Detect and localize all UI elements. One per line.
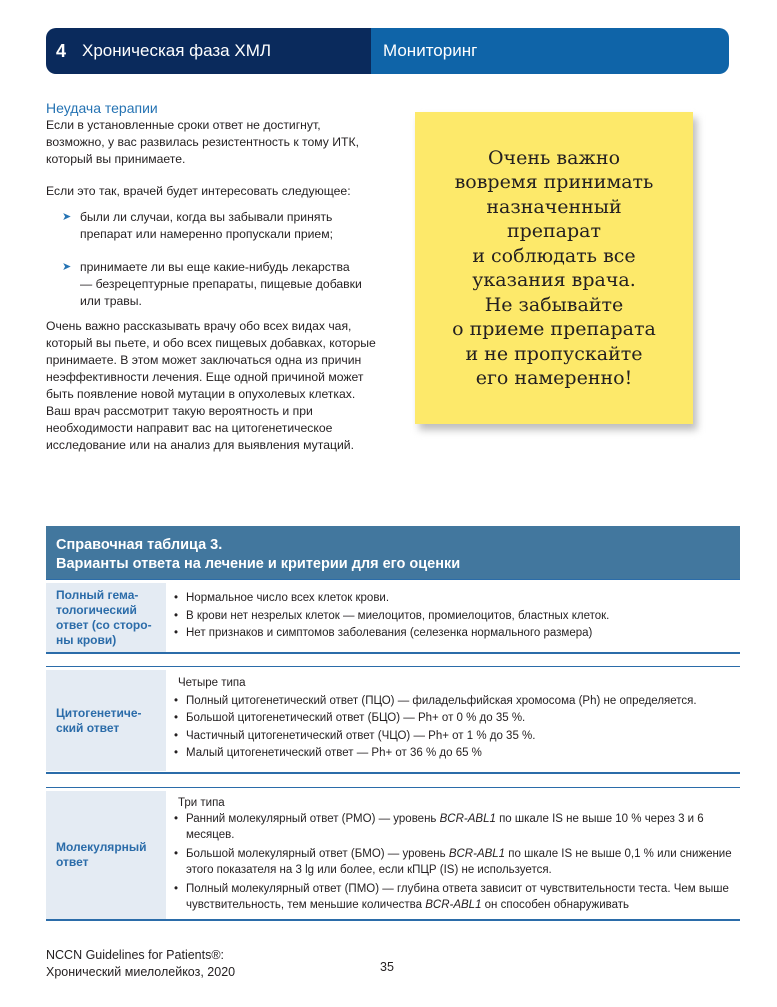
list-item: • Большой молекулярный ответ (БМО) — уровень BCR-ABL1 по шкале IS не выше 0,1 % или снижение этого показателя на 3 lg или более, если кПЦР (IS) не используется. [174, 848, 732, 876]
row-divider [46, 919, 740, 921]
row-body [174, 795, 734, 913]
list-item-text: Большой цитогенетический ответ (БЦО) — Ph+ от 0 % до 35 %. [186, 712, 526, 724]
chevron-right-icon: ➤ [62, 211, 72, 223]
list-item-text: Нет признаков и симптомов заболевания (селезенка нормального размера) [186, 627, 593, 639]
sticky-note-text: Очень важно вовремя принимать назначенный препарат и соблюдать все указания врача. Не забывайте о приеме препарата и не пропускайте его намеренно! [452, 146, 656, 389]
row-intro: Три типа [178, 797, 225, 809]
row-divider [46, 787, 740, 788]
list-item: • В крови нет незрелых клеток — миелоцитов, промиелоцитов, бластных клеток. [174, 609, 610, 622]
chapter-number: 4 [56, 40, 67, 61]
row-divider [46, 579, 740, 580]
chevron-right-icon: ➤ [62, 261, 72, 273]
list-item-text: Малый цитогенетический ответ — Ph+ от 36 % до 65 % [186, 747, 482, 759]
row-body [174, 675, 734, 763]
list-item [62, 259, 362, 310]
section-title: Мониторинг [371, 28, 729, 74]
table-row [46, 791, 740, 919]
list-item: • Полный молекулярный ответ (ПМО) — глубина ответа зависит от чувствительности теста. Чем выше чувствительность, тем меньшие количества BCR-ABL1 он способен обнаруживать [174, 883, 729, 911]
list-item: • Нормальное число всех клеток крови. [174, 592, 390, 604]
page-number: 35 [380, 960, 394, 974]
table-title: Варианты ответа на лечение и критерии для его оценки [56, 556, 461, 572]
list-item-text: Нормальное число всех клеток крови. [186, 592, 390, 604]
paragraph-doctors-interest: Если это так, врачей будет интересовать следующее: [46, 184, 351, 198]
list-item [62, 209, 362, 243]
row-divider [46, 652, 740, 654]
paragraph-resistance: Если в установленные сроки ответ не достигнут, возможно, у вас развилась резистентность к тому ИТК, который вы принимаете. [46, 118, 359, 166]
table-title-number: Справочная таблица 3. [56, 537, 223, 553]
table-row [46, 670, 740, 771]
row-divider [46, 772, 740, 774]
list-item: • Малый цитогенетический ответ — Ph+ от 36 % до 65 % [174, 747, 482, 759]
list-item-text: были ли случаи, когда вы забывали принять препарат или намеренно пропускали прием; [80, 210, 333, 241]
sticky-note [415, 112, 693, 424]
table-row [46, 583, 740, 652]
row-label-molecular: Молекулярный ответ [46, 791, 166, 919]
chapter-title: Хроническая фаза ХМЛ [82, 41, 272, 60]
therapy-failure-heading: Неудача терапии [46, 100, 158, 116]
footer [46, 947, 235, 981]
list-item: • Полный цитогенетический ответ (ПЦО) — филадельфийская хромосома (Ph) не определяется. [174, 694, 697, 707]
chapter-tab [46, 28, 371, 74]
list-item-text: Полный цитогенетический ответ (ПЦО) — филадельфийская хромосома (Ph) не определяется. [186, 694, 697, 707]
list-item-text: Частичный цитогенетический ответ (ЧЦО) — Ph+ от 1 % до 35 %. [186, 729, 536, 742]
row-label-cytogenetic: Цитогенетиче-ский ответ [46, 670, 166, 771]
list-item-text: принимаете ли вы еще какие-нибудь лекарства — безрецептурные препараты, пищевые добавки или травы. [80, 260, 362, 308]
footer-title: Хронический миелолейкоз, 2020 [46, 965, 236, 979]
row-intro: Четыре типа [178, 677, 246, 689]
paragraph-tea-supplements: Очень важно рассказывать врачу обо всех видах чая, который вы пьете, и обо всех пищевых добавках, которые принимаете. В этом может заключаться одна из причин неэффективности лечения. Еще одной причиной может быть появление новой мутации в опухолевых клетках. Ваш врач рассмотрит такую вероятность и при необходимости направит вас на цитогенетическое исследование или на анализ для выявления мутаций. [46, 319, 376, 452]
questions-list [62, 209, 362, 326]
list-item: • Частичный цитогенетический ответ (ЧЦО) — Ph+ от 1 % до 35 %. [174, 729, 536, 742]
list-item: • Ранний молекулярный ответ (РМО) — уровень BCR-ABL1 по шкале IS не выше 10 % через 3 и 6 месяцев. [174, 813, 704, 841]
chapter-header [46, 28, 729, 74]
list-item: • Нет признаков и симптомов заболевания (селезенка нормального размера) [174, 627, 593, 639]
row-divider [46, 666, 740, 667]
row-label-hematologic: Полный гема-тологический ответ (со сторо-ны крови) [46, 583, 166, 652]
footer-source: NCCN Guidelines for Patients®: [46, 948, 225, 962]
list-item-text: В крови нет незрелых клеток — миелоцитов, промиелоцитов, бластных клеток. [186, 609, 610, 622]
list-item: • Большой цитогенетический ответ (БЦО) — Ph+ от 0 % до 35 %. [174, 712, 526, 724]
row-body [174, 590, 734, 643]
table-header [46, 526, 740, 579]
